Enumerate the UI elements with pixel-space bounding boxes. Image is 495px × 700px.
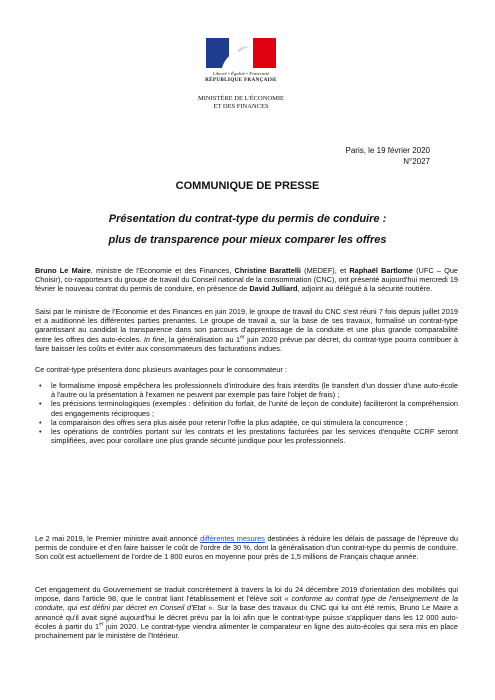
- government-logo: [196, 38, 286, 83]
- text-run: (UFC – Que Choisir), co-rapporteurs du groupe de travail du Conseil national de la consommation (CNC), ont présenté aujourd'hui mercredi 19 février le nouveau contrat du permis de conduire, en présence de: [35, 266, 458, 294]
- person-name: David Julliard: [249, 284, 298, 294]
- list-item: • la comparaison des offres sera plus aisée pour retenir l'offre la plus adaptée, ce qui stimulera la concurrence ;: [35, 418, 458, 427]
- release-number: N°2027: [403, 156, 430, 166]
- list-item: • les opérations de contrôles portant sur les contrats et les prestations facturées par les services d'enquête CCRF seront simplifiées, avec pour corollaire une plus grande sécurité juridique pour les professionnels.: [35, 427, 458, 445]
- measures-link[interactable]: différentes mesures: [200, 534, 265, 543]
- text-run: juin 2020 prévue par décret, du contrat-type pourra contribuer à faire baisser les coûts et éviter aux consommateurs des facturations indues.: [35, 334, 458, 353]
- page-title: [40, 209, 455, 251]
- paragraph-government-commitment: [35, 585, 458, 640]
- text-run: , la généralisation au 1: [164, 334, 241, 344]
- superscript: er: [240, 334, 245, 341]
- italic-text: In fine: [143, 334, 165, 344]
- list-item: • le formalisme imposé empêchera les professionnels d'introduire des frais interdits (le transfert d'un dossier d'une auto-école à l'autre ou la présentation à l'examen ne peuvent par exemple pas faire l'objet de frais) ;: [35, 381, 458, 399]
- paragraph-working-group: [35, 307, 458, 353]
- republic-name: RÉPUBLIQUE FRANÇAISE: [205, 77, 277, 83]
- ministry-line-2: ET DES FINANCES: [213, 103, 269, 110]
- text-run: destinées à réduire les délais de passage de l'épreuve du permis de conduire et d'en faire baisser le coût de l'ordre de 30 %, dont la généralisation d'un contrat-type du permis de conduire. Son coût est actuellement de l'ordre de 1 800 euros en moyenne pour près de 1,5 millions de Français chaque année.: [35, 534, 458, 562]
- person-name: Christine Barattelli: [234, 266, 301, 275]
- person-name: Bruno Le Maire: [35, 266, 91, 275]
- marianne-flag-logo: [206, 38, 276, 68]
- text-run: Le 2 mai 2019, le Premier ministre avait annoncé: [35, 534, 201, 543]
- ministry-name: [186, 95, 296, 111]
- list-item: • les précisions terminologiques (exemples : définition du forfait, de l'unité de leçon de conduite) faciliteront la compréhension des engagements réciproques ;: [35, 399, 458, 417]
- text-run: Saisi par le ministre de l'Economie et des Finances en juin 2019, le groupe de travail du CNC s'est réuni 7 fois depuis juillet 2019 et a auditionné les différentes parties prenantes. Le groupe de travail a, sur la base de ses travaux, formalisé un contrat-type garantissant au candidat la transparence dans son parcours d'apprentissage de la conduite et une plus grande comparabilité entre les offres des auto-écoles.: [35, 307, 458, 344]
- paragraph-intro: [35, 266, 458, 294]
- title-line-2: plus de transparence pour mieux comparer les offres: [108, 234, 387, 246]
- text-run: , ministre de l'Economie et des Finances,: [90, 266, 235, 275]
- title-line-1: Présentation du contrat-type du permis de conduire :: [108, 213, 387, 225]
- text-run: juin 2020. Le contrat-type viendra alimenter le comparateur en ligne des auto-écoles qui sera mis en place prochainement par le ministère de l'Intérieur.: [35, 621, 458, 641]
- place-date: Paris, le 19 février 2020: [345, 146, 430, 155]
- paragraph-advantages-intro: Ce contrat-type présentera donc plusieurs avantages pour le consommateur :: [35, 365, 287, 374]
- dateline: [346, 146, 431, 167]
- italic-text: conforme au contrat type de l'enseignement de la conduite, qui est défini par décret en Conseil d'Etat: [35, 594, 458, 613]
- text-run: (MEDEF), et: [300, 266, 350, 275]
- text-run: ». Sur la base des travaux du CNC qui lui ont été remis, Bruno Le Maire a annoncé qu'il avait signé aujourd'hui le décret prévu par la loi afin que le contrat-type puisse s'appliquer dans les 12 000 auto-écoles à partir du 1: [35, 603, 459, 631]
- person-name: Raphaël Bartlome: [349, 266, 413, 275]
- superscript: er: [99, 621, 104, 628]
- republic-motto: Liberté • Égalité • Fraternité: [212, 71, 270, 76]
- paragraph-prime-minister: [35, 534, 458, 562]
- text-run: Cet engagement du Gouvernement se traduit concrètement à travers la loi du 24 décembre 2019 d'orientation des mobilités qui impose, dans l'article 98, que le contrat liant l'établissement et l'élève soit «: [35, 585, 458, 604]
- ministry-line-1: MINISTÈRE DE L'ÉCONOMIE: [197, 95, 285, 102]
- text-run: , adjoint au délégué à la sécurité routière.: [297, 284, 433, 294]
- advantages-list: [35, 381, 458, 445]
- press-label: COMMUNIQUE DE PRESSE: [175, 180, 320, 192]
